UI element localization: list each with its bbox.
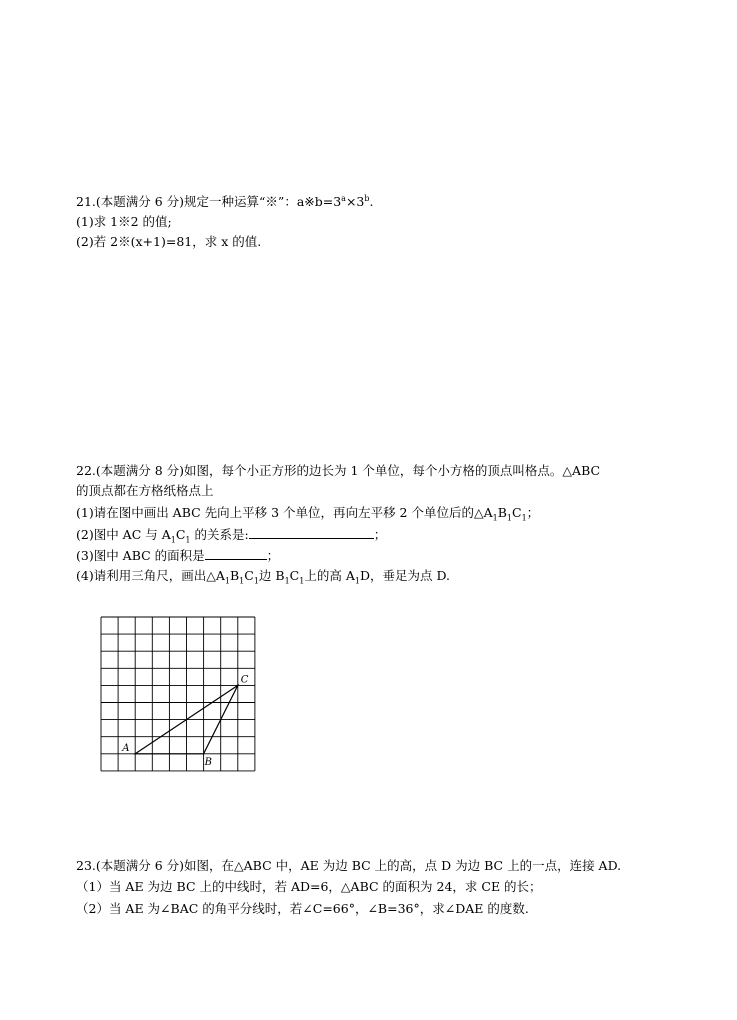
q21-part2: (2)若 2※(x+1)=81，求 x 的值. (76, 234, 262, 249)
q22-part3: (3)图中 ABC 的面积是 ； (76, 548, 280, 563)
grid-figure (100, 616, 260, 774)
q21-part1: (1)求 1※2 的值; (76, 214, 172, 229)
q23-part1: （1）当 AE 为边 BC 上的中线时，若 AD=6，△ABC 的面积为 24，求 CE 的长； (76, 879, 542, 894)
q22-part4: (4)请利用三角尺，画出$\triangle A_1B_1C_1$边 $B_1C_1$上的高 $A_1D$，垂足为点 D. (76, 568, 450, 586)
point-label-b: B (204, 756, 212, 768)
q23-part2: （2）当 AE 为∠BAC 的角平分线时，若∠C=66°，∠B=36°，求∠DAE 的度数. (76, 901, 529, 916)
q22-part1: (1)请在图中画出 ABC 先向上平移 3 个单位，再向左平移 2 个单位后的$\triangle A_1B_1C_1$； (76, 505, 540, 523)
point-label-c: C (240, 674, 249, 686)
answer-blank-area[interactable] (205, 547, 267, 560)
q22-title-cont: 的顶点都在方格纸格点上 (76, 483, 214, 498)
q22-part2: (2)图中 AC 与 $A_1C_1$ 的关系是: ； (76, 527, 387, 545)
point-label-a: A (122, 742, 130, 754)
q23-title: 23.(本题满分 6 分)如图，在△ABC 中，AE 为边 BC 上的高，点 D 为边 BC 上的一点，连接 AD. (76, 858, 622, 873)
answer-blank-relation[interactable] (249, 526, 374, 539)
q22-title: 22.(本题满分 8 分)如图，每个小正方形的边长为 1 个单位，每个小方格的顶点叫格点。△ABC (76, 463, 601, 478)
q21-title: 21.(本题满分 6 分)规定一种运算“※”：$a※b=3^a\times 3^b$. (76, 193, 374, 209)
